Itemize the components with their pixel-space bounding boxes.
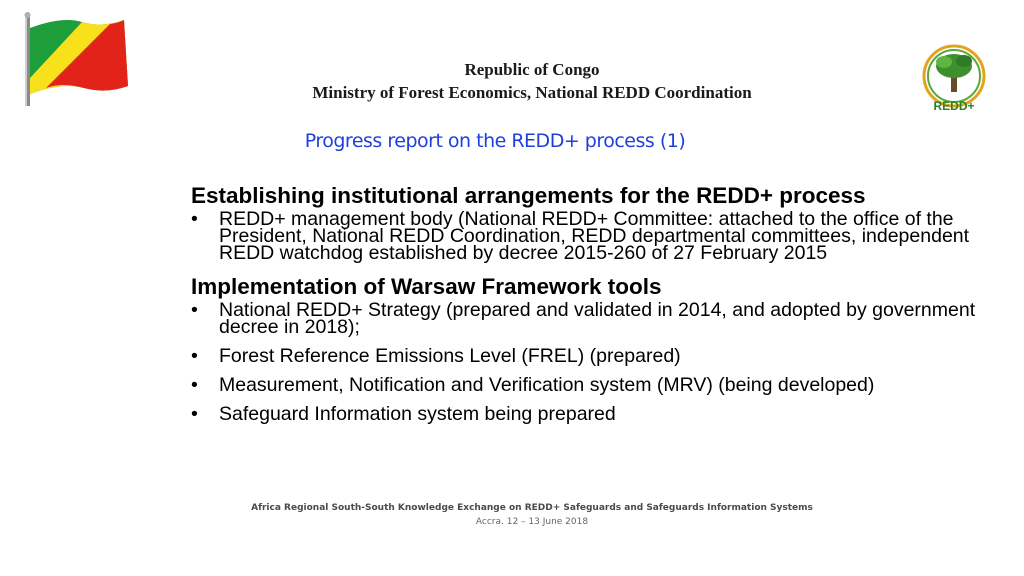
slide-content: [191, 183, 991, 435]
bullet-icon: •: [191, 345, 198, 367]
bullet-text: REDD+ management body (National REDD+ Committee: attached to the office of the President, National REDD Coordination, REDD departmental committees, independent REDD watchdog established by decree 2015-260 of 27 February 2015: [219, 208, 970, 264]
bullet-icon: •: [191, 374, 198, 396]
bullet-icon: •: [191, 403, 198, 425]
list-item: [191, 403, 991, 425]
bullet-text: National REDD+ Strategy (prepared and validated in 2014, and adopted by government decree in 2018);: [219, 299, 976, 338]
redd-logo-icon: [914, 44, 994, 116]
bullet-text: Measurement, Notification and Verification system (MRV) (being developed): [219, 374, 875, 396]
bullet-list-institutional: [191, 208, 991, 264]
bullet-icon: •: [191, 299, 198, 321]
list-item: [191, 345, 991, 367]
section-heading-institutional: Establishing institutional arrangements for the REDD+ process: [191, 183, 866, 208]
bullet-text: Forest Reference Emissions Level (FREL) (prepared): [219, 345, 681, 367]
redd-logo-label: REDD+: [933, 99, 975, 113]
section-heading-warsaw: Implementation of Warsaw Framework tools: [191, 274, 662, 299]
footer-date: Accra. 12 – 13 June 2018: [475, 517, 589, 527]
header-country: Republic of Congo: [464, 60, 600, 79]
bullet-text: Safeguard Information system being prepared: [219, 403, 616, 425]
bullet-icon: •: [191, 208, 198, 230]
header-ministry: Ministry of Forest Economics, National REDD Coordination: [312, 83, 752, 102]
bullet-list-warsaw: [191, 299, 991, 425]
list-item: [191, 374, 991, 396]
slide-subtitle: Progress report on the REDD+ process (1): [304, 130, 686, 152]
list-item: [191, 299, 991, 338]
list-item: [191, 208, 991, 264]
footer-event: Africa Regional South-South Knowledge Exchange on REDD+ Safeguards and Safeguards Information Systems: [251, 503, 813, 513]
